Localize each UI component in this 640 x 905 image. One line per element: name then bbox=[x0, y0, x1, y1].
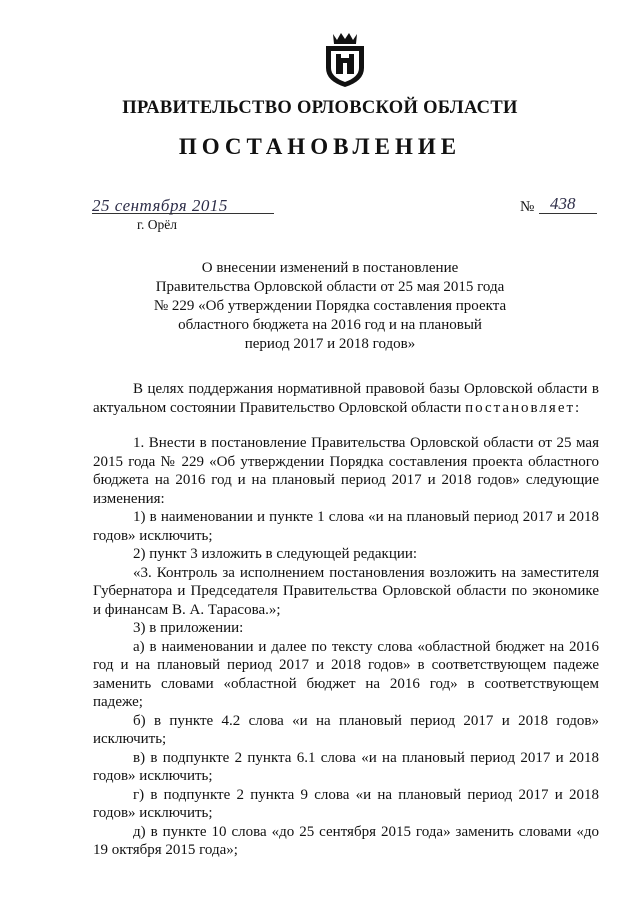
number-label: № bbox=[520, 199, 535, 215]
preamble-paragraph bbox=[93, 380, 599, 418]
subject-line: № 229 «Об утверждении Порядка составления проекта bbox=[153, 298, 507, 314]
document-type-title: ПОСТАНОВЛЕНИЕ bbox=[178, 134, 462, 159]
body-paragraph: в) в подпункте 2 пункта 6.1 слова «и на плановый период 2017 и 2018 годов» исключить; bbox=[93, 749, 599, 784]
preamble bbox=[93, 380, 599, 418]
body-paragraph: а) в наименовании и далее по тексту слова «областной бюджет на 2016 год и на плановый период 2017 и 2018 годов» в соответствующем падеже заменить словами «областной бюджет на 2016 год» в соответствующем падеже; bbox=[93, 638, 599, 710]
handwritten-date: 25 сентября 2015 bbox=[92, 196, 228, 215]
body-paragraph: 3) в приложении: bbox=[133, 620, 244, 636]
subject-line: Правительства Орловской области от 25 мая 2015 года bbox=[155, 279, 505, 295]
subject-line: О внесении изменений в постановление bbox=[201, 260, 459, 276]
body-paragraph: 2) пункт 3 изложить в следующей редакции: bbox=[133, 546, 418, 562]
preamble-text: В целях поддержания нормативной правовой базы Орловской области в актуальном состоянии Правительство Орловской области bbox=[93, 381, 599, 416]
document-subject bbox=[140, 259, 520, 354]
number-underline bbox=[539, 213, 597, 214]
preamble-end: : bbox=[575, 400, 580, 416]
body-paragraph: б) в пункте 4.2 слова «и на плановый период 2017 и 2018 годов» исключить; bbox=[93, 712, 599, 747]
body-paragraph: 1) в наименовании и пункте 1 слова «и на плановый период 2017 и 2018 годов» исключить; bbox=[93, 509, 599, 544]
coat-of-arms-emblem bbox=[321, 30, 369, 88]
body-paragraph: 1. Внести в постановление Правительства Орловской области от 25 мая 2015 года № 229 «Об утверждении Порядка составления проекта областного бюджета на 2016 год и на плановый период 2017 и 2018 годов» следующие изменения: bbox=[93, 435, 599, 507]
government-title: ПРАВИТЕЛЬСТВО ОРЛОВСКОЙ ОБЛАСТИ bbox=[122, 98, 518, 118]
handwritten-number: 438 bbox=[550, 194, 576, 213]
body-paragraph: д) в пункте 10 слова «до 25 сентября 2015 года» заменить словами «до 19 октября 2015 года»; bbox=[93, 823, 599, 858]
date-underline bbox=[92, 213, 274, 214]
subject-line: период 2017 и 2018 годов» bbox=[244, 336, 416, 352]
resolution-keyword: постановляет bbox=[465, 400, 576, 416]
subject-line: областного бюджета на 2016 год и на плановый bbox=[178, 317, 482, 333]
body-paragraph: «3. Контроль за исполнением постановления возложить на заместителя Губернатора и Председателя Правительства Орловской области по экономике и финансам В. А. Тарасова.»; bbox=[93, 564, 599, 618]
city-label: г. Орёл bbox=[137, 217, 177, 232]
document-body bbox=[93, 434, 599, 860]
body-paragraph: г) в подпункте 2 пункта 9 слова «и на плановый период 2017 и 2018 годов» исключить; bbox=[93, 786, 599, 821]
